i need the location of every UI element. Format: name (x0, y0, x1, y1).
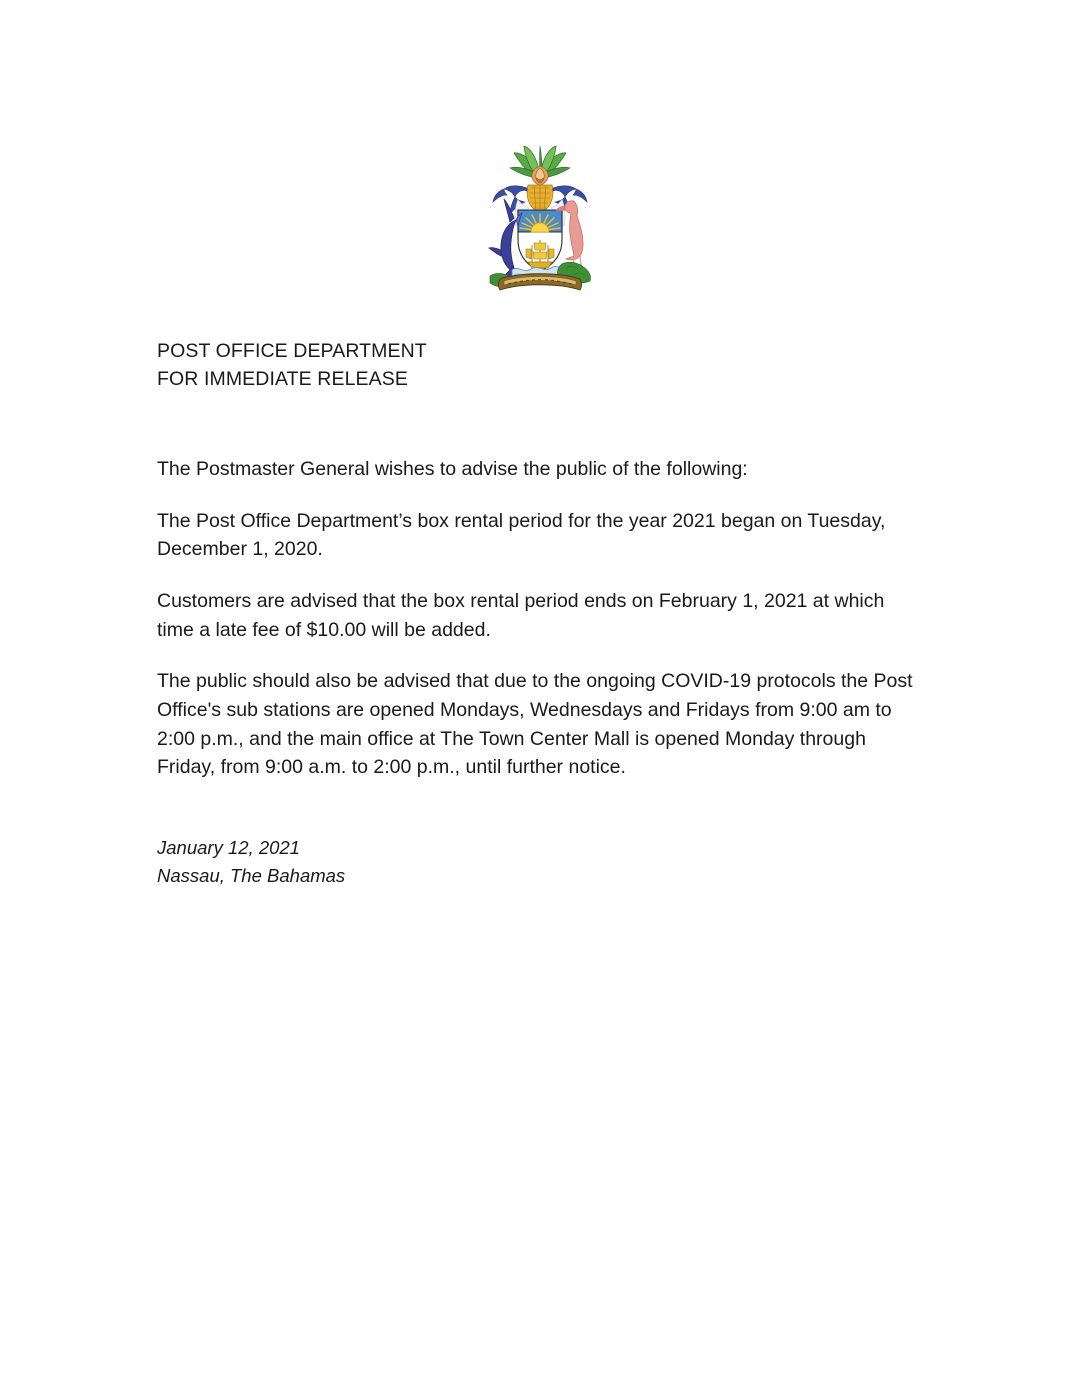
motto-scroll (499, 274, 582, 290)
signoff-date: January 12, 2021 (157, 836, 300, 858)
heading-line-release: FOR IMMEDIATE RELEASE (157, 367, 408, 390)
release-heading (157, 338, 917, 393)
lede-paragraph: The Postmaster General wishes to advise the public of the following: (157, 458, 748, 481)
paragraph-box-rental-end: Customers are advised that the box rental period ends on February 1, 2021 at which time a late fee of $10.00 will be added. (157, 589, 885, 641)
signoff-location: Nassau, The Bahamas (157, 864, 346, 886)
paragraph-box-rental-start: The Post Office Department’s box rental period for the year 2021 began on Tuesday, December 1, 2020. (157, 509, 886, 561)
crest-wreath (527, 185, 553, 212)
document-body (157, 338, 917, 889)
signoff-block (157, 834, 917, 890)
coat-of-arms-of-the-bahamas-icon (470, 144, 610, 294)
paragraph-covid-hours: The public should also be advised that due to the ongoing COVID-19 protocols the Post Office's sub stations are opened Mondays, Wednesdays and Fridays from 9:00 am to 2:00 p.m., and the main office at The Town Center Mall is opened Monday through Friday, from 9:00 a.m. to 2:00 p.m., until further notice. (157, 670, 913, 779)
crest-container (0, 144, 1080, 294)
heading-line-department: POST OFFICE DEPARTMENT (157, 340, 427, 362)
